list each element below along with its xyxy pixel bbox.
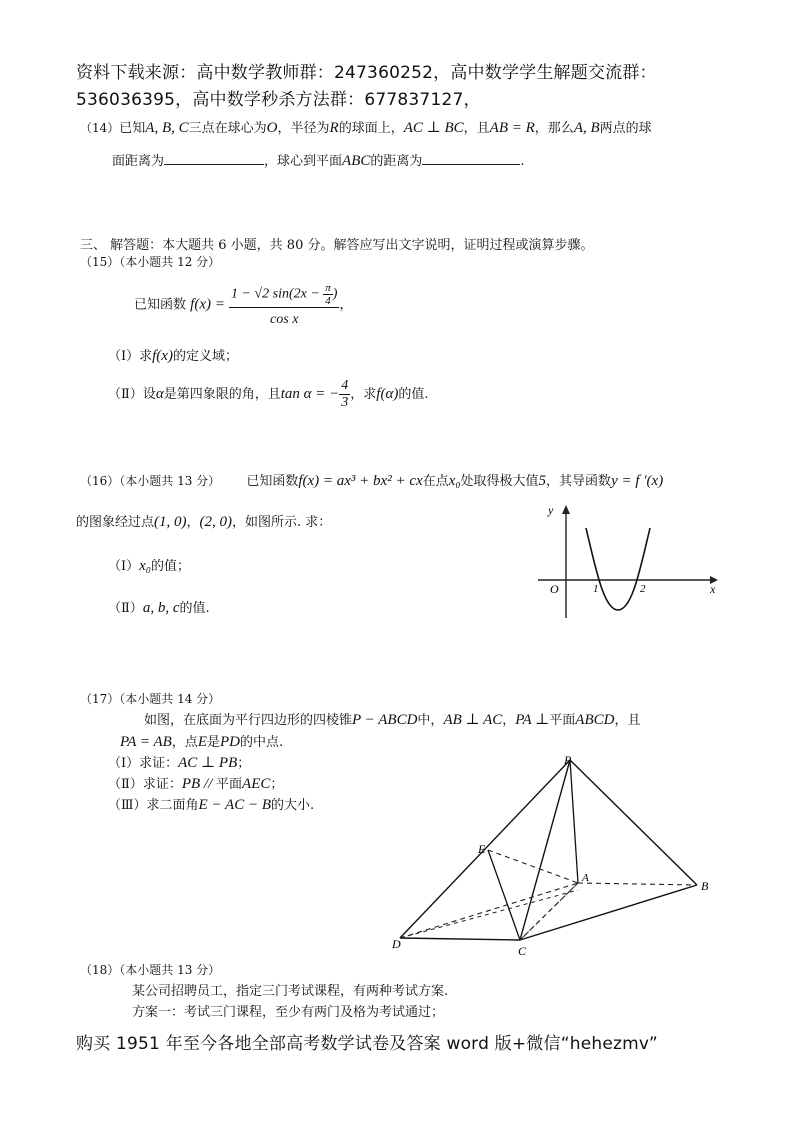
text: 三点在球心为 [188,121,267,136]
vertex-label-D: D [392,937,401,951]
text: ，点 [171,735,198,750]
question-16-part1 [108,555,190,575]
text: 是第四象限的角，且 [163,387,281,402]
question-16-line1 [80,470,663,490]
text: 的中点. [240,735,284,750]
numerator [229,282,339,308]
text: 在点 [422,474,449,489]
text: 处取得极大值 [460,474,539,489]
text: 的值. [398,387,429,402]
edge-EC [488,850,520,940]
text: 的值； [151,559,191,574]
vertex-label-C: C [518,944,527,958]
vertex-label-A: A [582,872,589,884]
question-18-line1: 某公司招聘员工，指定三门考试课程，有两种考试方案. [132,984,449,999]
math: AB = R [489,120,535,136]
question-18-header: （18）（本小题共 13 分） [80,963,221,977]
text: 已知函数 [246,474,299,489]
promo-footer: 购买 1951 年至今各地全部高考数学试卷及答案 word 版+微信“hehezmv” [76,1034,658,1054]
text: ， [339,297,353,313]
math: x₀ [448,473,461,489]
fraction [339,378,350,411]
text: ，求 [350,387,377,402]
math: 5 [538,473,547,489]
parabola-curve [586,528,650,610]
math: x₀ [139,558,152,574]
math: E − AC − B [198,797,272,813]
edge-PA [570,760,578,883]
text: ，那么 [534,121,574,136]
question-15-part2 [108,378,428,411]
question-17-part2 [108,773,283,793]
fraction [229,282,339,328]
vertex-label-E: E [478,842,486,856]
answer-blank-2[interactable] [422,152,520,165]
math: 4 [341,378,349,393]
hidden-edge-AB [578,883,697,885]
math: AC ⊥ PB [178,755,238,771]
text: （Ⅰ）求证： [108,756,179,771]
question-16-part2 [108,597,210,617]
text: ； [237,756,251,771]
math: ABC [342,153,371,169]
math: AEC [242,776,271,792]
text: 的定义域； [172,349,238,364]
text: ； [270,777,284,792]
text: 的值. [179,601,210,616]
text: 两点的球 [599,121,652,136]
pyramid-figure [390,750,720,960]
question-14-line2 [112,150,525,170]
question-header: （16）（本小题共 13 分） [80,474,221,488]
text: 已知函数 [134,297,187,313]
text: （Ⅱ） [108,601,143,616]
text: ，球心到平面 [264,154,343,169]
text: ，如图所示. 求： [232,515,332,530]
math: 4 [325,295,331,307]
math: a, b, c [142,600,180,616]
question-17-part3 [108,794,314,814]
text: ， [186,515,200,530]
edge-PB [570,760,697,885]
question-15-function [134,282,352,328]
text: 的图象经过点 [76,515,155,530]
text: （Ⅰ） [108,559,140,574]
question-16-line2 [76,511,331,531]
pi-fraction [323,282,333,307]
question-17-part1 [108,752,250,772]
math: ) [332,286,338,302]
question-17-line2 [120,731,283,751]
derivative-graph [530,500,730,625]
question-15-header: （15）（本小题共 12 分） [80,255,221,269]
vertex-label-B: B [701,879,709,893]
text: 的距离为 [370,154,423,169]
text: （Ⅰ）求 [108,349,153,364]
question-17-header: （17）（本小题共 14 分） [80,692,221,706]
denominator: cos x [270,312,299,327]
math: 3 [341,395,349,410]
math: PB // [181,776,217,792]
text: （Ⅱ）求证： [108,777,182,792]
vertex-label-P: P [564,753,572,767]
math: A, B, C [145,120,189,136]
text: 已知 [119,121,146,136]
text: ， [502,713,516,728]
text: . [520,154,525,169]
text: ，其导函数 [546,474,612,489]
text: （Ⅲ）求二面角 [108,798,199,813]
question-number: （14） [80,121,120,135]
text: 的大小. [271,798,315,813]
question-17-line1 [144,709,640,729]
edge-DC [400,938,520,940]
tick-label-1: 1 [593,583,599,595]
question-18-line2: 方案一：考试三门课程，至少有两门及格为考试通过； [132,1005,445,1020]
math: A, B [573,120,600,136]
math: f(x) = ax³ + bx² + cx [298,473,423,489]
text: 如图，在底面为平行四边形的四棱锥 [144,713,353,728]
hidden-edge-EA [488,850,578,883]
math: PD [220,734,240,750]
text: 中， [417,713,444,728]
math: R [329,120,339,136]
text: 是 [206,735,220,750]
math: P − ABCD [352,712,418,728]
math: (1, 0) [154,514,187,530]
text: 平面 [549,713,576,728]
text: ，且 [463,121,490,136]
answer-blank-1[interactable] [164,152,264,165]
math: α [155,386,164,402]
y-axis-label: y [548,503,554,517]
question-15-part1 [108,345,238,365]
text: ，且 [614,713,641,728]
text: 的球面上， [338,121,404,136]
math: f(x) = [190,296,225,313]
math: PA ⊥ [515,712,550,728]
math: O [266,120,278,136]
text: 面距离为 [112,154,165,169]
origin-label: O [550,582,559,596]
source-header-line1: 资料下载来源：高中数学教师群：247360252，高中数学学生解题交流群： [76,63,657,83]
text: （Ⅱ）设 [108,387,156,402]
y-axis-arrow [562,505,570,514]
source-header-line2: 536036395，高中数学秒杀方法群：677837127， [76,90,481,110]
math: ABCD [575,712,615,728]
section-3-title: 三、 解答题：本大题共 6 小题，共 80 分。解答应写出文字说明，证明过程或演算步骤。 [80,238,594,253]
math: (2, 0) [199,514,233,530]
math: E [197,734,207,750]
text: 平面 [216,777,243,792]
math: f(α) [376,386,399,402]
question-14-line1 [80,117,652,137]
math: AB ⊥ AC [443,712,503,728]
math: π [325,282,331,294]
math: 1 − √2 sin(2x − [230,286,324,302]
math: AC ⊥ BC [403,120,464,136]
tick-label-2: 2 [640,583,646,595]
math: PA = AB [120,734,172,750]
math: tan α = − [280,386,340,402]
text: ，半径为 [277,121,330,136]
math: y = f ′(x) [611,473,664,489]
math: f(x) [152,348,173,364]
x-axis-label: x [710,582,716,596]
